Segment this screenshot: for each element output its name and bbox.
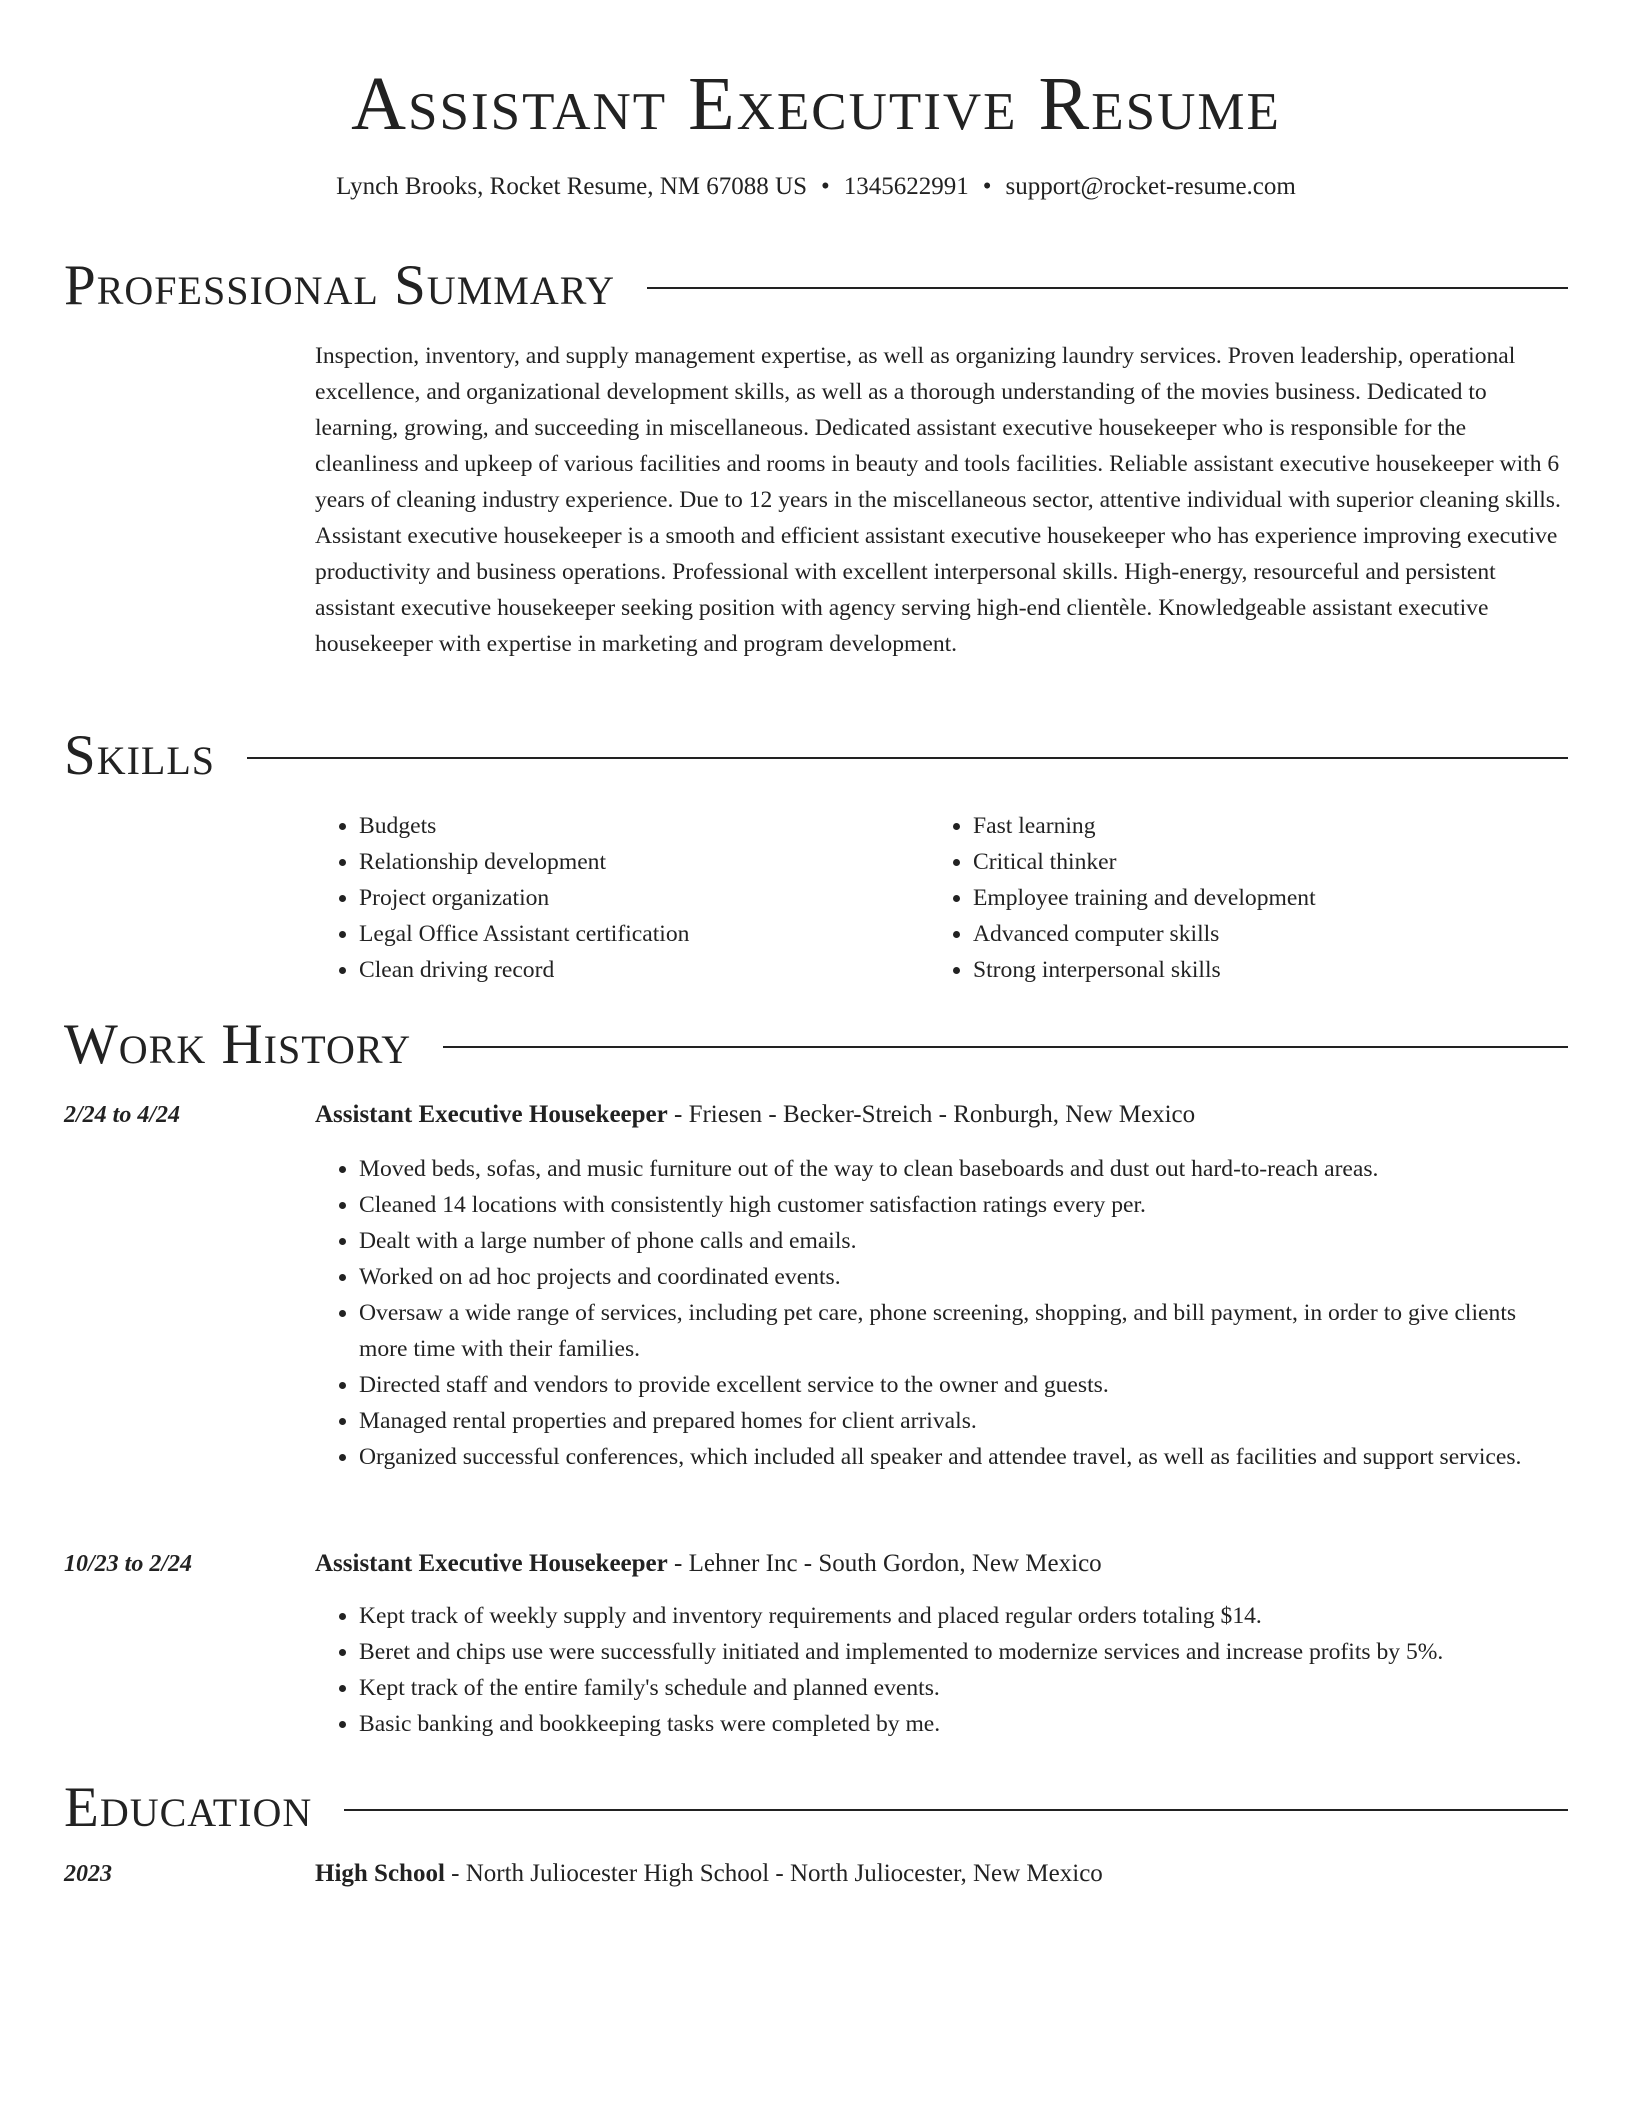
skill-item: • Clean driving record bbox=[359, 952, 919, 988]
job-title-line bbox=[315, 1097, 1195, 1133]
skill-item: • Strong interpersonal skills bbox=[973, 952, 1573, 988]
resume-page bbox=[64, 0, 1568, 1887]
skill-item: • Relationship development bbox=[359, 844, 919, 880]
job-title-line bbox=[315, 1546, 1102, 1582]
job-bullet: • Dealt with a large number of phone calls and emails. bbox=[359, 1223, 1568, 1259]
contact-phone: 1345622991 bbox=[843, 173, 969, 200]
resume-title: Assistant Executive Resume bbox=[351, 62, 1281, 146]
skill-item: • Critical thinker bbox=[973, 844, 1573, 880]
job-bullet: • Managed rental properties and prepared homes for client arrivals. bbox=[359, 1403, 1568, 1439]
job-bullets bbox=[315, 1151, 1568, 1475]
skill-item: • Fast learning bbox=[973, 808, 1573, 844]
job-bullet: • Kept track of weekly supply and inventory requirements and placed regular orders totaling $14. bbox=[359, 1598, 1568, 1634]
section-divider bbox=[344, 1809, 1568, 1811]
education-date: 2023 bbox=[64, 1861, 112, 1887]
education-degree: High School bbox=[315, 1860, 445, 1887]
job-role: Assistant Executive Housekeeper bbox=[315, 1550, 668, 1577]
section-divider bbox=[647, 287, 1568, 289]
contact-separator: • bbox=[982, 173, 992, 200]
section-heading: Skills bbox=[64, 724, 216, 787]
job-bullet: • Basic banking and bookkeeping tasks were completed by me. bbox=[359, 1706, 1568, 1742]
job-details: - Friesen - Becker-Streich - Ronburgh, New Mexico bbox=[667, 1101, 1196, 1128]
job-date: 2/24 to 4/24 bbox=[64, 1102, 181, 1128]
job-bullet: • Kept track of the entire family's schedule and planned events. bbox=[359, 1670, 1568, 1706]
job-details: - Lehner Inc - South Gordon, New Mexico bbox=[667, 1550, 1102, 1577]
section-divider bbox=[247, 757, 1568, 759]
skill-item: • Budgets bbox=[359, 808, 919, 844]
section-divider bbox=[443, 1046, 1568, 1048]
job-bullet: • Cleaned 14 locations with consistently high customer satisfaction ratings every per. bbox=[359, 1187, 1568, 1223]
contact-email: support@rocket-resume.com bbox=[1005, 173, 1296, 200]
section-heading: Education bbox=[64, 1776, 313, 1839]
job-bullet: • Oversaw a wide range of services, including pet care, phone screening, shopping, and bill payment, in order to give clients more time with their families. bbox=[359, 1295, 1568, 1367]
contact-line bbox=[64, 173, 1568, 201]
contact-address: Lynch Brooks, Rocket Resume, NM 67088 US bbox=[336, 173, 807, 200]
job-bullet: • Worked on ad hoc projects and coordinated events. bbox=[359, 1259, 1568, 1295]
section-education bbox=[64, 1776, 1568, 1840]
contact-separator: • bbox=[821, 173, 830, 200]
skills-list-right bbox=[929, 808, 1573, 988]
skill-item: • Advanced computer skills bbox=[973, 916, 1573, 952]
job-bullet: • Directed staff and vendors to provide excellent service to the owner and guests. bbox=[359, 1367, 1568, 1403]
skills-list-left bbox=[315, 808, 919, 988]
section-skills bbox=[64, 724, 1568, 788]
skill-item: • Employee training and development bbox=[973, 880, 1573, 916]
summary-text: Inspection, inventory, and supply management expertise, as well as organizing laundry services. Proven leadership, operational excellence, and organizational development skills, as well as a thorough understanding of the movies business. Dedicated to learning, growing, and succeeding in miscellaneous. Dedicated assistant executive housekeeper who is responsible for the cleanliness and upkeep of various facilities and rooms in beauty and tools facilities. Reliable assistant executive housekeeper with 6 years of cleaning industry experience. Due to 12 years in the miscellaneous sector, attentive individual with superior cleaning skills. Assistant executive housekeeper is a smooth and efficient assistant executive housekeeper who has experience improving executive productivity and business operations. Professional with excellent interpersonal skills. High-energy, resourceful and persistent assistant executive housekeeper seeking position with agency serving high-end clientèle. Knowledgeable assistant executive housekeeper with expertise in marketing and program development. bbox=[315, 343, 1561, 657]
section-heading: Work History bbox=[64, 1013, 412, 1076]
skill-item: • Project organization bbox=[359, 880, 919, 916]
education-title-line bbox=[315, 1856, 1103, 1892]
section-heading: Professional Summary bbox=[64, 254, 616, 317]
job-role: Assistant Executive Housekeeper bbox=[315, 1101, 668, 1128]
section-professional-summary bbox=[64, 254, 1568, 318]
job-bullet: • Beret and chips use were successfully initiated and implemented to modernize services and increase profits by 5%. bbox=[359, 1634, 1568, 1670]
job-bullets bbox=[315, 1598, 1568, 1742]
skill-item: • Legal Office Assistant certification bbox=[359, 916, 919, 952]
education-details: - North Juliocester High School - North Juliocester, New Mexico bbox=[444, 1860, 1103, 1887]
job-bullet: • Moved beds, sofas, and music furniture out of the way to clean baseboards and dust out hard-to-reach areas. bbox=[359, 1151, 1568, 1187]
job-date: 10/23 to 2/24 bbox=[64, 1551, 193, 1577]
job-bullet: • Organized successful conferences, which included all speaker and attendee travel, as well as facilities and support services. bbox=[359, 1439, 1568, 1475]
section-work-history bbox=[64, 1013, 1568, 1077]
